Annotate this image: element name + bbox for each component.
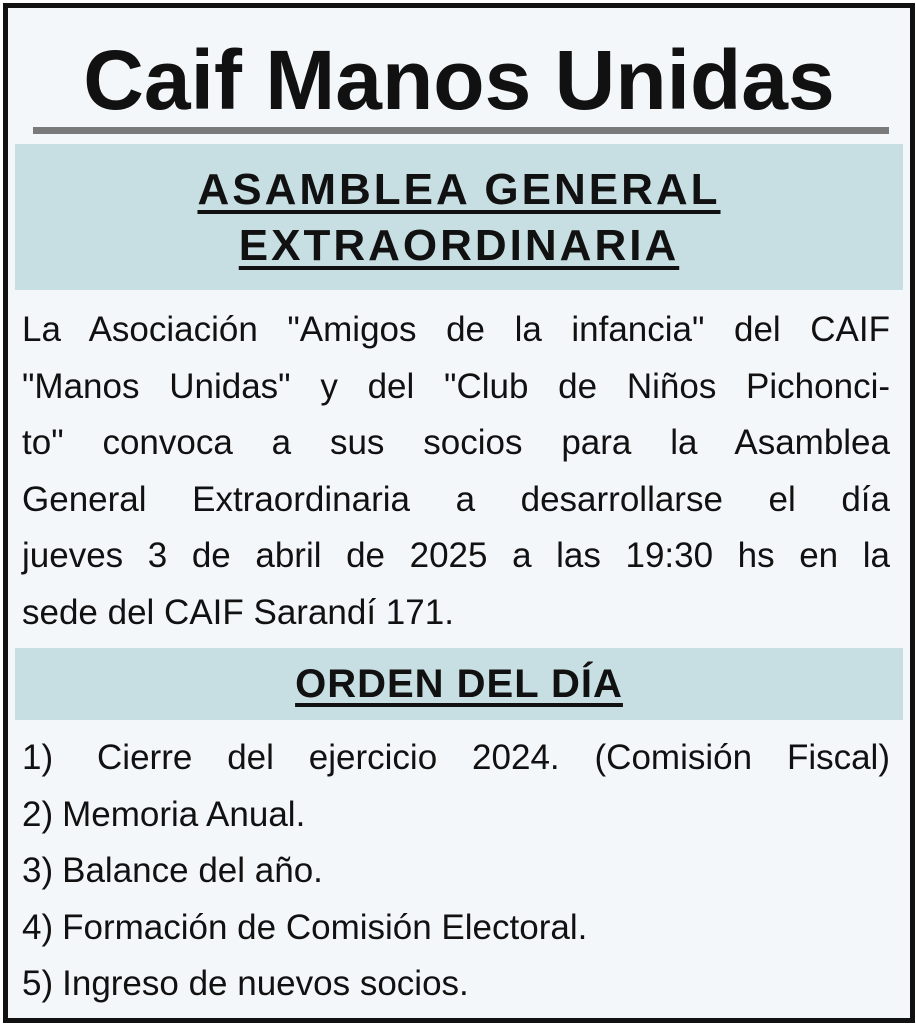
agenda-item — [22, 956, 890, 1013]
agenda-item-text: Balance del año. — [62, 851, 323, 890]
agenda-heading-text: ORDEN DEL DÍA — [295, 662, 623, 706]
agenda-item-text: Ingreso de nuevos socios. — [62, 964, 469, 1003]
agenda-item-text: Cierre del ejercicio 2024. (Comisión Fiscal) — [97, 738, 890, 777]
agenda-item — [22, 730, 890, 787]
agenda-item — [22, 787, 890, 844]
paragraph-line: to" convoca a sus socios para la Asamblea — [22, 423, 890, 462]
assembly-heading — [15, 144, 903, 274]
agenda-item — [22, 900, 890, 957]
agenda-item — [22, 843, 890, 900]
agenda-item-number: 2) — [22, 794, 54, 834]
agenda-item-number: 4) — [22, 907, 54, 947]
agenda-item-text: Memoria Anual. — [62, 794, 306, 834]
assembly-heading-line-1: ASAMBLEA GENERAL — [197, 165, 721, 214]
assembly-heading-line-2: EXTRAORDINARIA — [238, 221, 680, 270]
assembly-heading-band — [15, 144, 903, 290]
notice-frame — [3, 3, 915, 1023]
paragraph-line: La Asociación "Amigos de la infancia" del CAIF — [22, 310, 890, 349]
notice-title: Caif Manos Unidas — [83, 33, 835, 127]
agenda-item-number: 1) — [22, 738, 54, 777]
paragraph-line: General Extraordinaria a desarrollarse el día — [22, 479, 890, 519]
title-divider — [33, 127, 889, 134]
agenda-item-number: 5) — [22, 964, 54, 1003]
convocation-paragraph — [22, 302, 890, 641]
paragraph-line: jueves 3 de abril de 2025 a las 19:30 hs en la — [22, 536, 890, 575]
agenda-heading-band — [15, 648, 903, 720]
agenda-item-text: Formación de Comisión Electoral. — [62, 907, 588, 947]
agenda-item-number: 3) — [22, 851, 54, 890]
paragraph-line: sede del CAIF Sarandí 171. — [22, 592, 454, 632]
paragraph-line: "Manos Unidas" y del "Club de Niños Pichonci- — [22, 366, 890, 406]
agenda-list — [22, 730, 890, 1013]
agenda-heading — [15, 648, 903, 709]
